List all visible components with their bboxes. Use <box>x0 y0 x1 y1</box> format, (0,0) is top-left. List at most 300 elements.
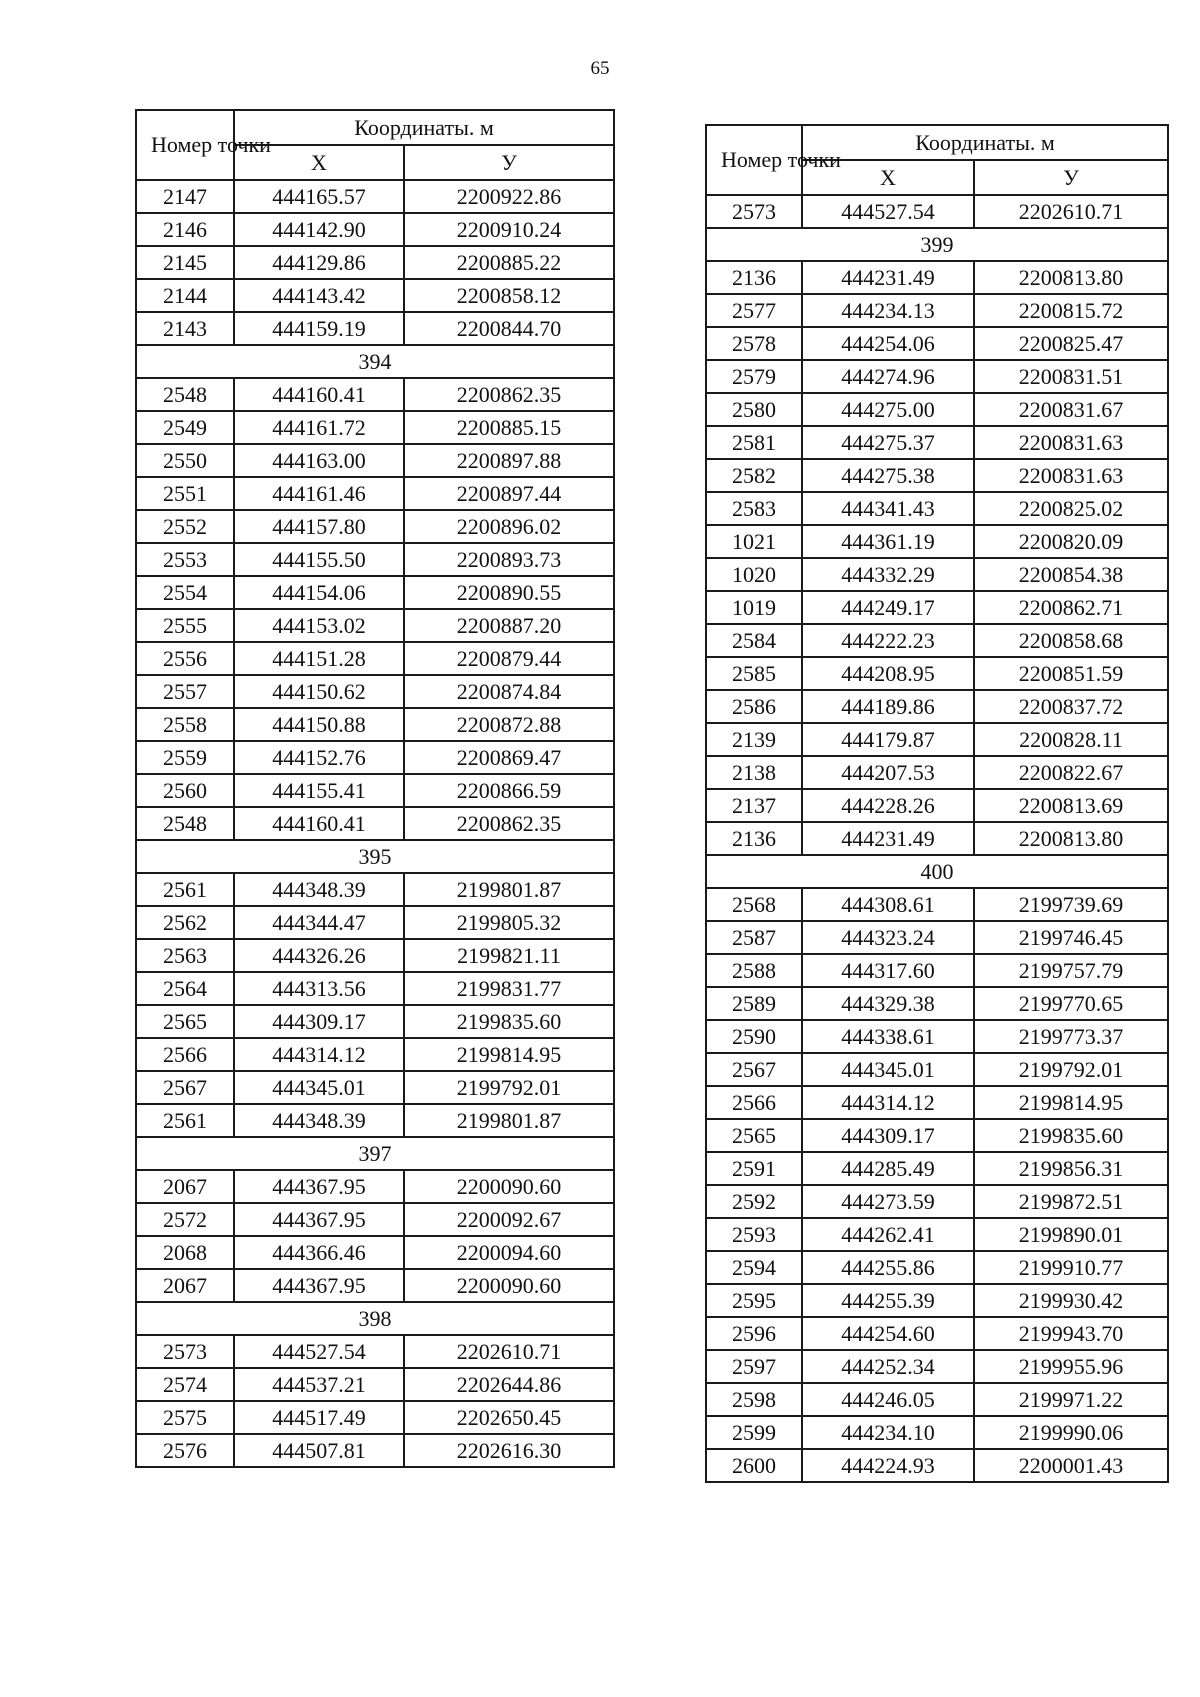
x-coordinate-cell: 444208.95 <box>802 657 974 690</box>
point-number-cell: 2589 <box>706 987 802 1020</box>
table-row <box>136 1071 614 1104</box>
x-coordinate-cell: 444231.49 <box>802 822 974 855</box>
table-row <box>706 756 1168 789</box>
x-coordinate-cell: 444254.06 <box>802 327 974 360</box>
table-row <box>136 576 614 609</box>
point-number-cell: 2593 <box>706 1218 802 1251</box>
point-number-cell: 1021 <box>706 525 802 558</box>
y-coordinate-cell: 2200825.47 <box>974 327 1168 360</box>
table-row <box>706 789 1168 822</box>
y-coordinate-cell: 2199910.77 <box>974 1251 1168 1284</box>
table-body <box>706 195 1168 1482</box>
x-coordinate-cell: 444160.41 <box>234 378 404 411</box>
point-number-cell: 2579 <box>706 360 802 393</box>
y-coordinate-cell: 2199930.42 <box>974 1284 1168 1317</box>
point-number-cell: 2581 <box>706 426 802 459</box>
x-coordinate-cell: 444129.86 <box>234 246 404 279</box>
table-row <box>136 1203 614 1236</box>
table-row <box>136 246 614 279</box>
y-coordinate-cell: 2199792.01 <box>974 1053 1168 1086</box>
y-coordinate-cell: 2199770.65 <box>974 987 1168 1020</box>
point-number-cell: 2592 <box>706 1185 802 1218</box>
table-row <box>136 774 614 807</box>
point-number-cell: 2584 <box>706 624 802 657</box>
y-coordinate-cell: 2200866.59 <box>404 774 614 807</box>
y-coordinate-cell: 2200825.02 <box>974 492 1168 525</box>
section-label: 394 <box>136 345 614 378</box>
x-coordinate-cell: 444329.38 <box>802 987 974 1020</box>
table-row <box>706 360 1168 393</box>
section-label: 400 <box>706 855 1168 888</box>
point-number-cell: 2590 <box>706 1020 802 1053</box>
x-coordinate-cell: 444308.61 <box>802 888 974 921</box>
table-row <box>136 312 614 345</box>
table-row <box>136 180 614 213</box>
table-row <box>136 213 614 246</box>
table-row <box>136 543 614 576</box>
point-number-cell: 2596 <box>706 1317 802 1350</box>
x-coordinate-cell: 444179.87 <box>802 723 974 756</box>
y-coordinate-cell: 2199757.79 <box>974 954 1168 987</box>
table-row <box>136 1269 614 1302</box>
y-coordinate-cell: 2200820.09 <box>974 525 1168 558</box>
y-coordinate-cell: 2202610.71 <box>974 195 1168 228</box>
table-row <box>706 1086 1168 1119</box>
table-row <box>706 327 1168 360</box>
point-number-cell: 2577 <box>706 294 802 327</box>
x-coordinate-cell: 444152.76 <box>234 741 404 774</box>
y-coordinate-cell: 2200831.63 <box>974 459 1168 492</box>
table-row <box>706 624 1168 657</box>
y-coordinate-cell: 2200837.72 <box>974 690 1168 723</box>
point-number-cell: 2555 <box>136 609 234 642</box>
point-number-cell: 2067 <box>136 1170 234 1203</box>
point-number-cell: 2578 <box>706 327 802 360</box>
point-number-cell: 2548 <box>136 807 234 840</box>
y-coordinate-cell: 2199814.95 <box>974 1086 1168 1119</box>
coordinates-header: Координаты. м <box>234 110 614 145</box>
x-coordinate-cell: 444326.26 <box>234 939 404 972</box>
x-coordinate-cell: 444345.01 <box>802 1053 974 1086</box>
x-coordinate-cell: 444367.95 <box>234 1203 404 1236</box>
x-coordinate-cell: 444527.54 <box>234 1335 404 1368</box>
point-number-cell: 2598 <box>706 1383 802 1416</box>
x-coordinate-cell: 444345.01 <box>234 1071 404 1104</box>
table-row <box>706 492 1168 525</box>
y-coordinate-cell: 2200858.12 <box>404 279 614 312</box>
table-row <box>706 987 1168 1020</box>
x-coordinate-cell: 444207.53 <box>802 756 974 789</box>
x-coordinate-cell: 444275.00 <box>802 393 974 426</box>
point-number-cell: 2145 <box>136 246 234 279</box>
x-coordinate-cell: 444155.50 <box>234 543 404 576</box>
x-coordinate-cell: 444275.37 <box>802 426 974 459</box>
table-row <box>136 1434 614 1467</box>
x-coordinate-cell: 444150.88 <box>234 708 404 741</box>
table-row <box>136 1038 614 1071</box>
point-number-cell: 2586 <box>706 690 802 723</box>
section-label: 397 <box>136 1137 614 1170</box>
x-coordinate-cell: 444274.96 <box>802 360 974 393</box>
point-number-cell: 2585 <box>706 657 802 690</box>
x-coordinate-cell: 444314.12 <box>802 1086 974 1119</box>
x-coordinate-cell: 444252.34 <box>802 1350 974 1383</box>
x-coordinate-cell: 444142.90 <box>234 213 404 246</box>
point-number-cell: 2564 <box>136 972 234 1005</box>
point-number-cell: 2583 <box>706 492 802 525</box>
table-row <box>136 1335 614 1368</box>
point-number-cell: 1020 <box>706 558 802 591</box>
point-number-cell: 2560 <box>136 774 234 807</box>
x-coordinate-cell: 444234.13 <box>802 294 974 327</box>
point-number-cell: 2574 <box>136 1368 234 1401</box>
y-coordinate-cell: 2199792.01 <box>404 1071 614 1104</box>
point-number-cell: 2567 <box>706 1053 802 1086</box>
y-coordinate-cell: 2199955.96 <box>974 1350 1168 1383</box>
section-row <box>136 1302 614 1335</box>
point-number-cell: 2549 <box>136 411 234 444</box>
table-row <box>136 1368 614 1401</box>
y-coordinate-cell: 2200090.60 <box>404 1269 614 1302</box>
point-number-cell: 2572 <box>136 1203 234 1236</box>
point-number-cell: 2147 <box>136 180 234 213</box>
x-header: X <box>234 145 404 180</box>
point-number-cell: 2565 <box>136 1005 234 1038</box>
y-coordinate-cell: 2200862.35 <box>404 378 614 411</box>
x-coordinate-cell: 444151.28 <box>234 642 404 675</box>
y-coordinate-cell: 2199835.60 <box>974 1119 1168 1152</box>
x-coordinate-cell: 444332.29 <box>802 558 974 591</box>
y-coordinate-cell: 2200872.88 <box>404 708 614 741</box>
x-coordinate-cell: 444367.95 <box>234 1269 404 1302</box>
x-coordinate-cell: 444249.17 <box>802 591 974 624</box>
table-row <box>136 1170 614 1203</box>
x-coordinate-cell: 444143.42 <box>234 279 404 312</box>
y-coordinate-cell: 2200885.15 <box>404 411 614 444</box>
section-label: 399 <box>706 228 1168 261</box>
table-row <box>706 1284 1168 1317</box>
table-row <box>706 1350 1168 1383</box>
x-coordinate-cell: 444341.43 <box>802 492 974 525</box>
y-coordinate-cell: 2199821.11 <box>404 939 614 972</box>
table-row <box>706 921 1168 954</box>
x-coordinate-cell: 444155.41 <box>234 774 404 807</box>
y-coordinate-cell: 2200831.67 <box>974 393 1168 426</box>
x-coordinate-cell: 444224.93 <box>802 1449 974 1482</box>
point-number-cell: 2550 <box>136 444 234 477</box>
x-coordinate-cell: 444234.10 <box>802 1416 974 1449</box>
x-header: X <box>802 160 974 195</box>
y-coordinate-cell: 2200851.59 <box>974 657 1168 690</box>
x-coordinate-cell: 444254.60 <box>802 1317 974 1350</box>
y-coordinate-cell: 2202616.30 <box>404 1434 614 1467</box>
x-coordinate-cell: 444159.19 <box>234 312 404 345</box>
y-coordinate-cell: 2200897.44 <box>404 477 614 510</box>
point-number-cell: 2139 <box>706 723 802 756</box>
table-row <box>706 690 1168 723</box>
table-row <box>136 1236 614 1269</box>
y-header: У <box>404 145 614 180</box>
y-coordinate-cell: 2199831.77 <box>404 972 614 1005</box>
y-coordinate-cell: 2200090.60 <box>404 1170 614 1203</box>
table-row <box>706 954 1168 987</box>
section-row <box>706 228 1168 261</box>
x-coordinate-cell: 444366.46 <box>234 1236 404 1269</box>
point-number-cell: 2568 <box>706 888 802 921</box>
x-coordinate-cell: 444314.12 <box>234 1038 404 1071</box>
y-coordinate-cell: 2199805.32 <box>404 906 614 939</box>
y-header: У <box>974 160 1168 195</box>
y-coordinate-cell: 2199746.45 <box>974 921 1168 954</box>
point-number-cell: 2136 <box>706 261 802 294</box>
x-coordinate-cell: 444309.17 <box>802 1119 974 1152</box>
table-row <box>706 426 1168 459</box>
table-row <box>706 1383 1168 1416</box>
y-coordinate-cell: 2200844.70 <box>404 312 614 345</box>
table-row <box>136 477 614 510</box>
x-coordinate-cell: 444222.23 <box>802 624 974 657</box>
table-row <box>706 558 1168 591</box>
x-coordinate-cell: 444361.19 <box>802 525 974 558</box>
point-number-cell: 2138 <box>706 756 802 789</box>
y-coordinate-cell: 2199739.69 <box>974 888 1168 921</box>
point-number-cell: 2567 <box>136 1071 234 1104</box>
point-number-cell: 2137 <box>706 789 802 822</box>
x-coordinate-cell: 444323.24 <box>802 921 974 954</box>
point-number-cell: 2562 <box>136 906 234 939</box>
point-number-cell: 2597 <box>706 1350 802 1383</box>
point-number-header: Номер точки <box>136 110 234 180</box>
x-coordinate-cell: 444273.59 <box>802 1185 974 1218</box>
y-coordinate-cell: 2200896.02 <box>404 510 614 543</box>
table-row <box>136 642 614 675</box>
x-coordinate-cell: 444255.86 <box>802 1251 974 1284</box>
table-row <box>136 708 614 741</box>
x-coordinate-cell: 444163.00 <box>234 444 404 477</box>
table-row <box>136 807 614 840</box>
table-row <box>136 972 614 1005</box>
y-coordinate-cell: 2200813.80 <box>974 261 1168 294</box>
table-row <box>706 1185 1168 1218</box>
point-number-cell: 2565 <box>706 1119 802 1152</box>
y-coordinate-cell: 2199856.31 <box>974 1152 1168 1185</box>
point-number-cell: 2559 <box>136 741 234 774</box>
point-number-cell: 2561 <box>136 1104 234 1137</box>
table-row <box>136 1104 614 1137</box>
y-coordinate-cell: 2202644.86 <box>404 1368 614 1401</box>
table-row <box>136 510 614 543</box>
point-number-cell: 2576 <box>136 1434 234 1467</box>
coordinates-table-right <box>705 124 1169 1483</box>
table-row <box>136 378 614 411</box>
y-coordinate-cell: 2199872.51 <box>974 1185 1168 1218</box>
table-row <box>706 1251 1168 1284</box>
table-row <box>706 393 1168 426</box>
y-coordinate-cell: 2200897.88 <box>404 444 614 477</box>
section-row <box>136 840 614 873</box>
x-coordinate-cell: 444157.80 <box>234 510 404 543</box>
x-coordinate-cell: 444367.95 <box>234 1170 404 1203</box>
table-row <box>706 294 1168 327</box>
table-row <box>706 888 1168 921</box>
table-row <box>136 444 614 477</box>
x-coordinate-cell: 444154.06 <box>234 576 404 609</box>
table-row <box>136 873 614 906</box>
point-number-cell: 2558 <box>136 708 234 741</box>
table-row <box>706 1449 1168 1482</box>
x-coordinate-cell: 444344.47 <box>234 906 404 939</box>
point-number-cell: 2554 <box>136 576 234 609</box>
x-coordinate-cell: 444348.39 <box>234 873 404 906</box>
table-row <box>706 1053 1168 1086</box>
y-coordinate-cell: 2200822.67 <box>974 756 1168 789</box>
point-number-cell: 2582 <box>706 459 802 492</box>
y-coordinate-cell: 2200858.68 <box>974 624 1168 657</box>
x-coordinate-cell: 444165.57 <box>234 180 404 213</box>
x-coordinate-cell: 444228.26 <box>802 789 974 822</box>
point-number-cell: 2588 <box>706 954 802 987</box>
x-coordinate-cell: 444160.41 <box>234 807 404 840</box>
point-number-cell: 2575 <box>136 1401 234 1434</box>
point-number-cell: 2557 <box>136 675 234 708</box>
table-row <box>706 195 1168 228</box>
y-coordinate-cell: 2200828.11 <box>974 723 1168 756</box>
table-body <box>136 180 614 1467</box>
x-coordinate-cell: 444275.38 <box>802 459 974 492</box>
table-row <box>706 261 1168 294</box>
x-coordinate-cell: 444246.05 <box>802 1383 974 1416</box>
y-coordinate-cell: 2200092.67 <box>404 1203 614 1236</box>
point-number-cell: 2600 <box>706 1449 802 1482</box>
y-coordinate-cell: 2200831.51 <box>974 360 1168 393</box>
table-row <box>706 723 1168 756</box>
y-coordinate-cell: 2199801.87 <box>404 873 614 906</box>
table-row <box>136 741 614 774</box>
x-coordinate-cell: 444338.61 <box>802 1020 974 1053</box>
table-row <box>706 459 1168 492</box>
y-coordinate-cell: 2200094.60 <box>404 1236 614 1269</box>
point-number-cell: 2556 <box>136 642 234 675</box>
y-coordinate-cell: 2199801.87 <box>404 1104 614 1137</box>
point-number-cell: 2594 <box>706 1251 802 1284</box>
point-number-cell: 2599 <box>706 1416 802 1449</box>
point-number-cell: 2561 <box>136 873 234 906</box>
y-coordinate-cell: 2200001.43 <box>974 1449 1168 1482</box>
section-label: 398 <box>136 1302 614 1335</box>
point-number-cell: 2144 <box>136 279 234 312</box>
point-number-cell: 2563 <box>136 939 234 972</box>
x-coordinate-cell: 444517.49 <box>234 1401 404 1434</box>
section-row <box>136 1137 614 1170</box>
table-row <box>136 1401 614 1434</box>
y-coordinate-cell: 2200862.35 <box>404 807 614 840</box>
y-coordinate-cell: 2199835.60 <box>404 1005 614 1038</box>
y-coordinate-cell: 2200869.47 <box>404 741 614 774</box>
y-coordinate-cell: 2200887.20 <box>404 609 614 642</box>
table-row <box>136 279 614 312</box>
y-coordinate-cell: 2200813.80 <box>974 822 1168 855</box>
y-coordinate-cell: 2200813.69 <box>974 789 1168 822</box>
coordinates-header: Координаты. м <box>802 125 1168 160</box>
y-coordinate-cell: 2200922.86 <box>404 180 614 213</box>
table-row <box>136 411 614 444</box>
x-coordinate-cell: 444255.39 <box>802 1284 974 1317</box>
section-row <box>136 345 614 378</box>
y-coordinate-cell: 2202610.71 <box>404 1335 614 1368</box>
table-row <box>706 1152 1168 1185</box>
point-number-cell: 2143 <box>136 312 234 345</box>
y-coordinate-cell: 2199814.95 <box>404 1038 614 1071</box>
y-coordinate-cell: 2199773.37 <box>974 1020 1168 1053</box>
point-number-cell: 2573 <box>706 195 802 228</box>
point-number-cell: 1019 <box>706 591 802 624</box>
point-number-cell: 2548 <box>136 378 234 411</box>
table-row <box>706 1416 1168 1449</box>
point-number-cell: 2067 <box>136 1269 234 1302</box>
x-coordinate-cell: 444231.49 <box>802 261 974 294</box>
y-coordinate-cell: 2200893.73 <box>404 543 614 576</box>
point-number-cell: 2566 <box>136 1038 234 1071</box>
x-coordinate-cell: 444189.86 <box>802 690 974 723</box>
table-row <box>136 675 614 708</box>
x-coordinate-cell: 444309.17 <box>234 1005 404 1038</box>
y-coordinate-cell: 2199890.01 <box>974 1218 1168 1251</box>
table-header <box>706 125 1168 195</box>
x-coordinate-cell: 444507.81 <box>234 1434 404 1467</box>
x-coordinate-cell: 444537.21 <box>234 1368 404 1401</box>
y-coordinate-cell: 2199990.06 <box>974 1416 1168 1449</box>
point-number-cell: 2553 <box>136 543 234 576</box>
table-row <box>706 657 1168 690</box>
point-number-cell: 2595 <box>706 1284 802 1317</box>
x-coordinate-cell: 444317.60 <box>802 954 974 987</box>
table-row <box>706 1020 1168 1053</box>
point-number-cell: 2573 <box>136 1335 234 1368</box>
y-coordinate-cell: 2200910.24 <box>404 213 614 246</box>
x-coordinate-cell: 444313.56 <box>234 972 404 1005</box>
y-coordinate-cell: 2199943.70 <box>974 1317 1168 1350</box>
table-row <box>706 525 1168 558</box>
point-number-cell: 2068 <box>136 1236 234 1269</box>
x-coordinate-cell: 444150.62 <box>234 675 404 708</box>
y-coordinate-cell: 2200890.55 <box>404 576 614 609</box>
table-row <box>706 1218 1168 1251</box>
y-coordinate-cell: 2200854.38 <box>974 558 1168 591</box>
point-number-cell: 2552 <box>136 510 234 543</box>
point-number-cell: 2587 <box>706 921 802 954</box>
point-number-cell: 2566 <box>706 1086 802 1119</box>
y-coordinate-cell: 2200885.22 <box>404 246 614 279</box>
table-row <box>136 906 614 939</box>
table-row <box>706 591 1168 624</box>
x-coordinate-cell: 444285.49 <box>802 1152 974 1185</box>
y-coordinate-cell: 2200831.63 <box>974 426 1168 459</box>
point-number-cell: 2580 <box>706 393 802 426</box>
coordinates-table-left <box>135 109 615 1468</box>
table-row <box>706 822 1168 855</box>
point-number-cell: 2136 <box>706 822 802 855</box>
page-number: 65 <box>590 58 610 79</box>
point-number-cell: 2591 <box>706 1152 802 1185</box>
point-number-cell: 2551 <box>136 477 234 510</box>
table-header <box>136 110 614 180</box>
x-coordinate-cell: 444262.41 <box>802 1218 974 1251</box>
x-coordinate-cell: 444348.39 <box>234 1104 404 1137</box>
y-coordinate-cell: 2200862.71 <box>974 591 1168 624</box>
table-row <box>706 1119 1168 1152</box>
y-coordinate-cell: 2200879.44 <box>404 642 614 675</box>
point-number-cell: 2146 <box>136 213 234 246</box>
